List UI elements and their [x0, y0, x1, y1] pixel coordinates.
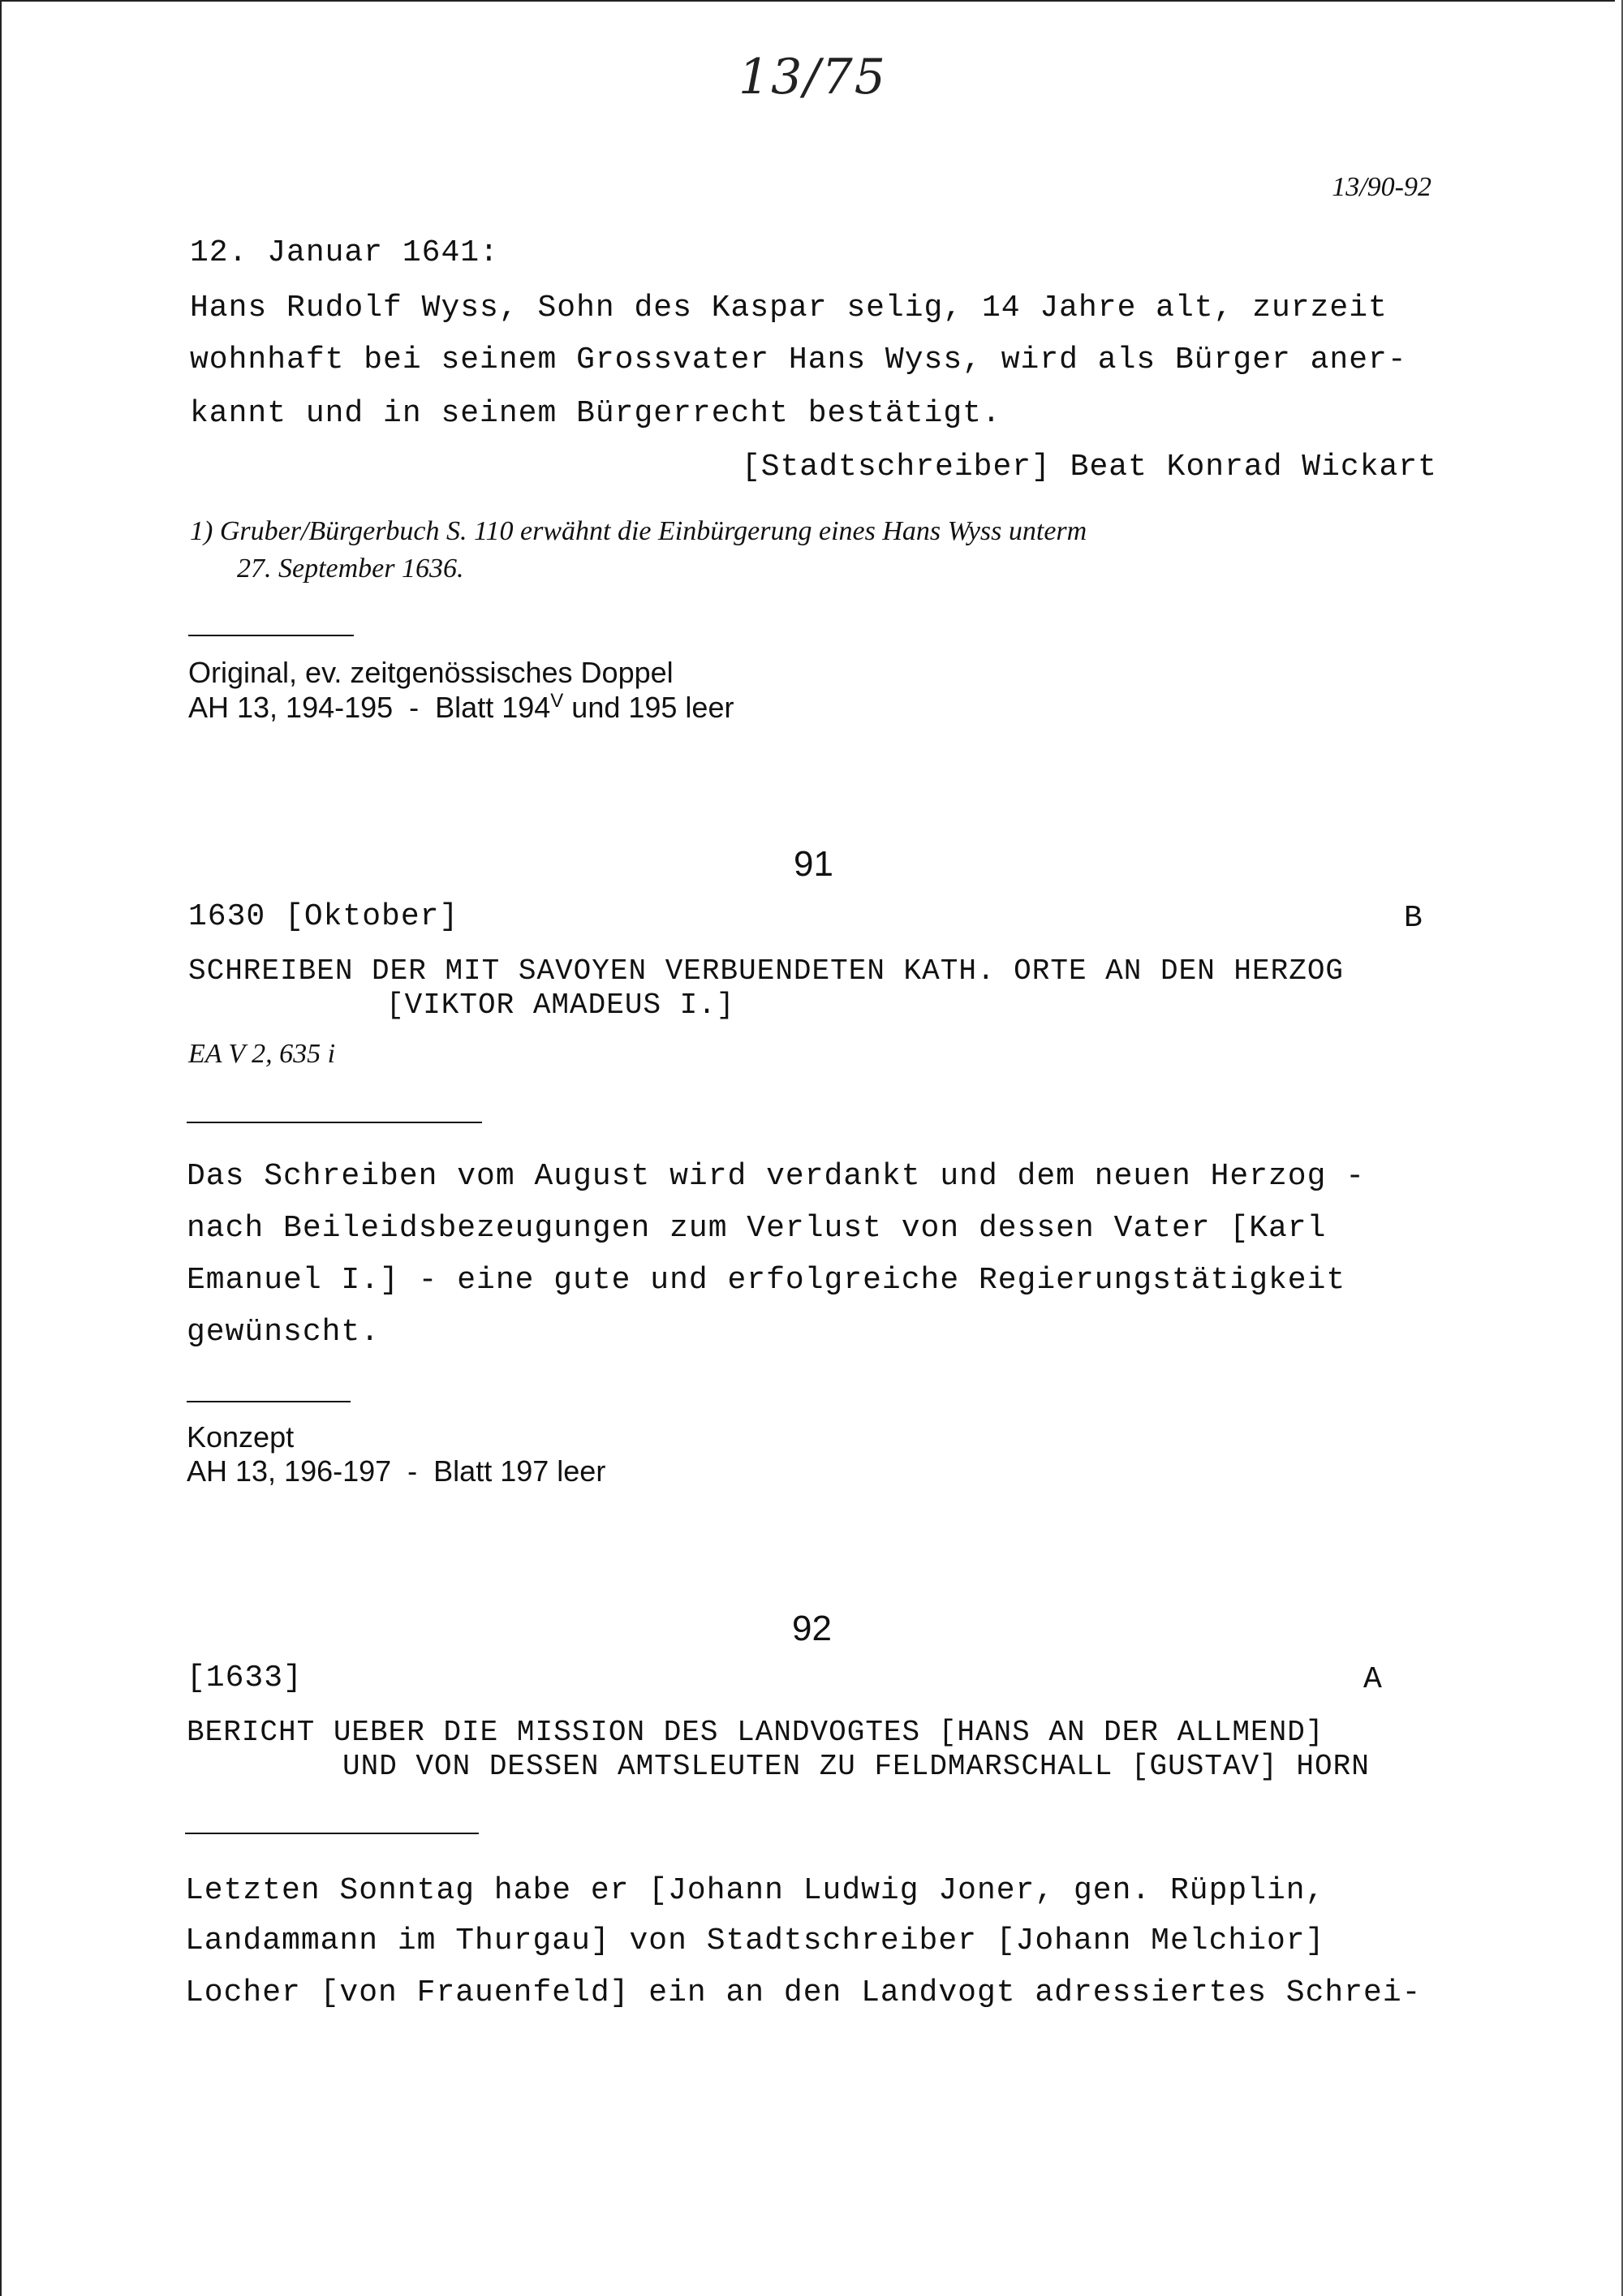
doc91-body-line: Emanuel I.] - eine gute und erfolgreiche Regierungstätigkeit	[187, 1263, 1346, 1298]
handwritten-reference: 13/75	[738, 49, 887, 106]
doc92-date: [1633]	[187, 1661, 303, 1695]
doc91-number: 91	[794, 844, 833, 884]
page-reference: 13/90-92	[1332, 172, 1431, 202]
doc91-title-line: [VIKTOR AMADEUS I.]	[386, 989, 735, 1022]
doc90-source-ref-suffix: und 195 leer	[563, 691, 734, 724]
doc91-reference: EA V 2, 635 i	[188, 1039, 336, 1069]
doc92-number: 92	[792, 1609, 832, 1648]
divider	[185, 1833, 479, 1834]
doc91-source-type: Konzept	[187, 1420, 295, 1454]
doc90-date: 12. Januar 1641:	[190, 235, 499, 270]
doc92-title-line: UND VON DESSEN AMTSLEUTEN ZU FELDMARSCHALL [GUSTAV] HORN	[342, 1750, 1370, 1783]
doc92-title-line: BERICHT UEBER DIE MISSION DES LANDVOGTES [HANS AN DER ALLMEND]	[187, 1716, 1324, 1749]
doc90-footnote-line: 27. September 1636.	[237, 554, 464, 584]
scan-border-top	[0, 0, 1615, 2]
doc90-footnote-line: 1) Gruber/Bürgerbuch S. 110 erwähnt die Einbürgerung eines Hans Wyss unterm	[190, 516, 1087, 546]
doc91-source-ref: AH 13, 196-197 - Blatt 197 leer	[187, 1454, 606, 1488]
doc91-body-line: nach Beileidsbezeugungen zum Verlust von dessen Vater [Karl	[187, 1211, 1327, 1246]
doc91-date: 1630 [Oktober]	[188, 899, 459, 934]
doc90-source-ref-prefix: AH 13, 194-195 - Blatt 194	[188, 691, 551, 724]
doc91-title-line: SCHREIBEN DER MIT SAVOYEN VERBUENDETEN KATH. ORTE AN DEN HERZOG	[188, 954, 1345, 988]
doc90-signature: [Stadtschreiber] Beat Konrad Wickart	[742, 450, 1437, 485]
doc92-letter: A	[1363, 1662, 1383, 1697]
doc91-body-line: Das Schreiben vom August wird verdankt und dem neuen Herzog -	[187, 1159, 1366, 1194]
doc91-letter: B	[1404, 901, 1423, 936]
doc90-source-ref	[188, 690, 734, 725]
doc90-body-line: wohnhaft bei seinem Grossvater Hans Wyss, wird als Bürger aner-	[190, 342, 1407, 377]
scan-border-left	[0, 0, 2, 2296]
doc91-body-line: gewünscht.	[187, 1315, 381, 1350]
doc90-source-type: Original, ev. zeitgenössisches Doppel	[188, 656, 674, 689]
doc90-source-ref-superscript: V	[550, 690, 564, 712]
doc90-body-line: Hans Rudolf Wyss, Sohn des Kaspar selig, 14 Jahre alt, zurzeit	[190, 291, 1388, 325]
doc92-body-line: Landammann im Thurgau] von Stadtschreiber [Johann Melchior]	[185, 1923, 1325, 1958]
doc92-body-line: Locher [von Frauenfeld] ein an den Landvogt adressiertes Schrei-	[185, 1975, 1422, 2010]
divider	[188, 635, 354, 636]
divider	[187, 1401, 351, 1402]
doc92-body-line: Letzten Sonntag habe er [Johann Ludwig Joner, gen. Rüpplin,	[185, 1873, 1325, 1908]
doc90-body-line: kannt und in seinem Bürgerrecht bestätigt.	[190, 396, 1001, 431]
divider	[187, 1122, 482, 1123]
